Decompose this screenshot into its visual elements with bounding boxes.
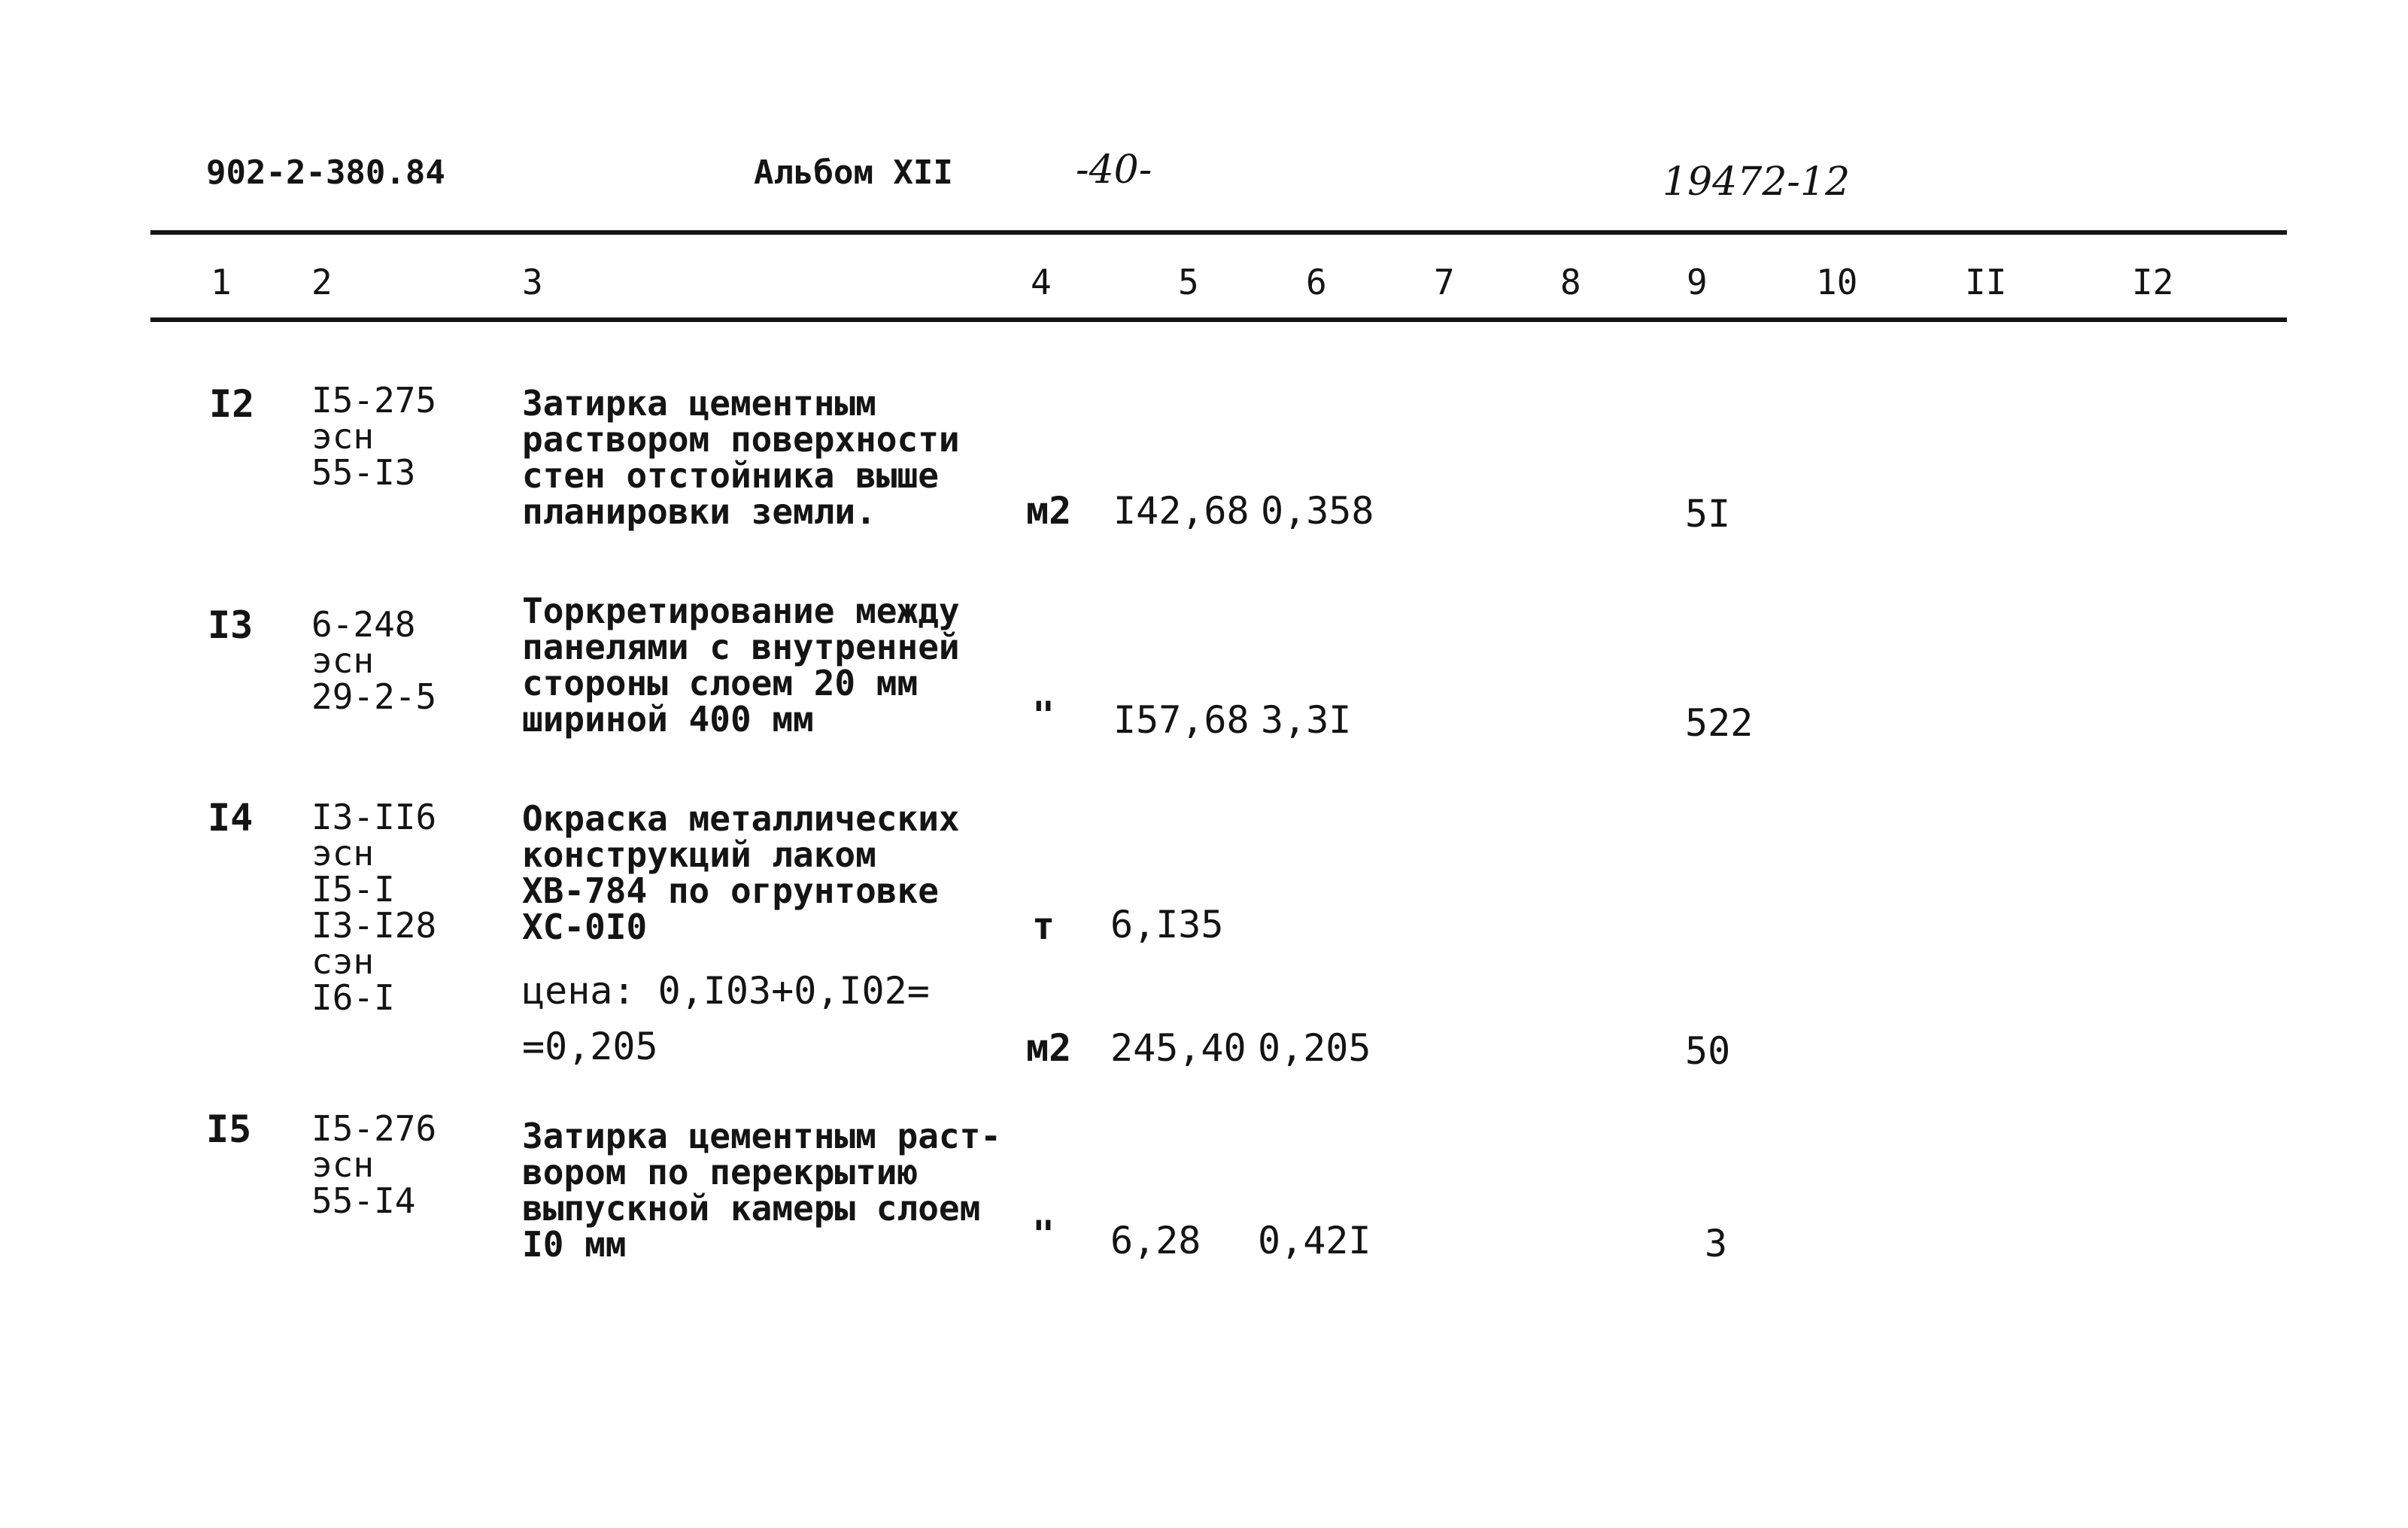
column-header: 1 [211, 262, 232, 302]
rate: 0,42I [1258, 1219, 1371, 1262]
column-9-value: 3 [1705, 1222, 1728, 1265]
norm-code: I3-II6 эсн I5-I I3-I28 сэн I6-I [311, 797, 437, 1018]
column-header: 9 [1687, 262, 1708, 302]
price-calculation: цена: 0,I03+0,I02= [522, 969, 930, 1013]
row-number: I2 [209, 382, 255, 426]
work-description: Торкретирование между панелями с внутренней стороны слоем 20 мм шириной 400 мм [522, 591, 960, 740]
column-header: II [1965, 262, 2007, 302]
rate: 0,205 [1258, 1026, 1371, 1070]
header-rule [150, 317, 2287, 322]
doc-number: 902-2-380.84 [206, 153, 445, 192]
norm-code: 6-248 эсн 29-2-5 [311, 604, 437, 717]
page-number: -40- [1076, 147, 1152, 193]
unit: " [1032, 1213, 1055, 1256]
work-description: Окраска металлических конструкций лаком ХВ-784 по огрунтовке ХС-0I0 [522, 798, 960, 947]
column-header: 10 [1816, 262, 1858, 302]
unit: м2 [1026, 1026, 1072, 1070]
column-9-value: 522 [1685, 701, 1754, 745]
rate: 3,3I [1261, 698, 1352, 742]
inventory-number: 19472-12 [1663, 159, 1851, 205]
unit: т [1032, 904, 1055, 948]
top-rule [150, 230, 2287, 235]
quantity: I42,68 [1113, 489, 1250, 533]
work-description: Затирка цементным раст- вором по перекрытию выпускной камеры слоем I0 мм [522, 1116, 1001, 1265]
column-header: 8 [1560, 262, 1581, 302]
row-number: I3 [208, 603, 254, 647]
column-header: 4 [1031, 262, 1052, 302]
column-header: 7 [1434, 262, 1455, 302]
album-title: Альбом XII [754, 153, 953, 192]
quantity: 245,40 [1110, 1026, 1247, 1070]
column-9-value: 5I [1685, 492, 1731, 536]
column-header: 5 [1178, 262, 1199, 302]
rate: 0,358 [1261, 489, 1374, 533]
column-header: 3 [522, 262, 543, 302]
column-header: 6 [1306, 262, 1327, 302]
quantity: I57,68 [1113, 698, 1250, 742]
column-header: I2 [2132, 262, 2174, 302]
price-result: =0,205 [522, 1025, 658, 1068]
column-9-value: 50 [1685, 1029, 1731, 1073]
row-number: I4 [208, 796, 254, 840]
unit: " [1032, 694, 1055, 737]
unit: м2 [1026, 489, 1072, 533]
quantity: 6,28 [1110, 1219, 1201, 1262]
norm-code: I5-275 эсн 55-I3 [311, 380, 437, 493]
work-description: Затирка цементным раствором поверхности стен отстойника выше планировки земли. [522, 383, 960, 532]
row-number: I5 [206, 1107, 252, 1151]
column-header: 2 [311, 262, 333, 302]
quantity: 6,I35 [1110, 903, 1224, 946]
norm-code: I5-276 эсн 55-I4 [311, 1108, 437, 1221]
